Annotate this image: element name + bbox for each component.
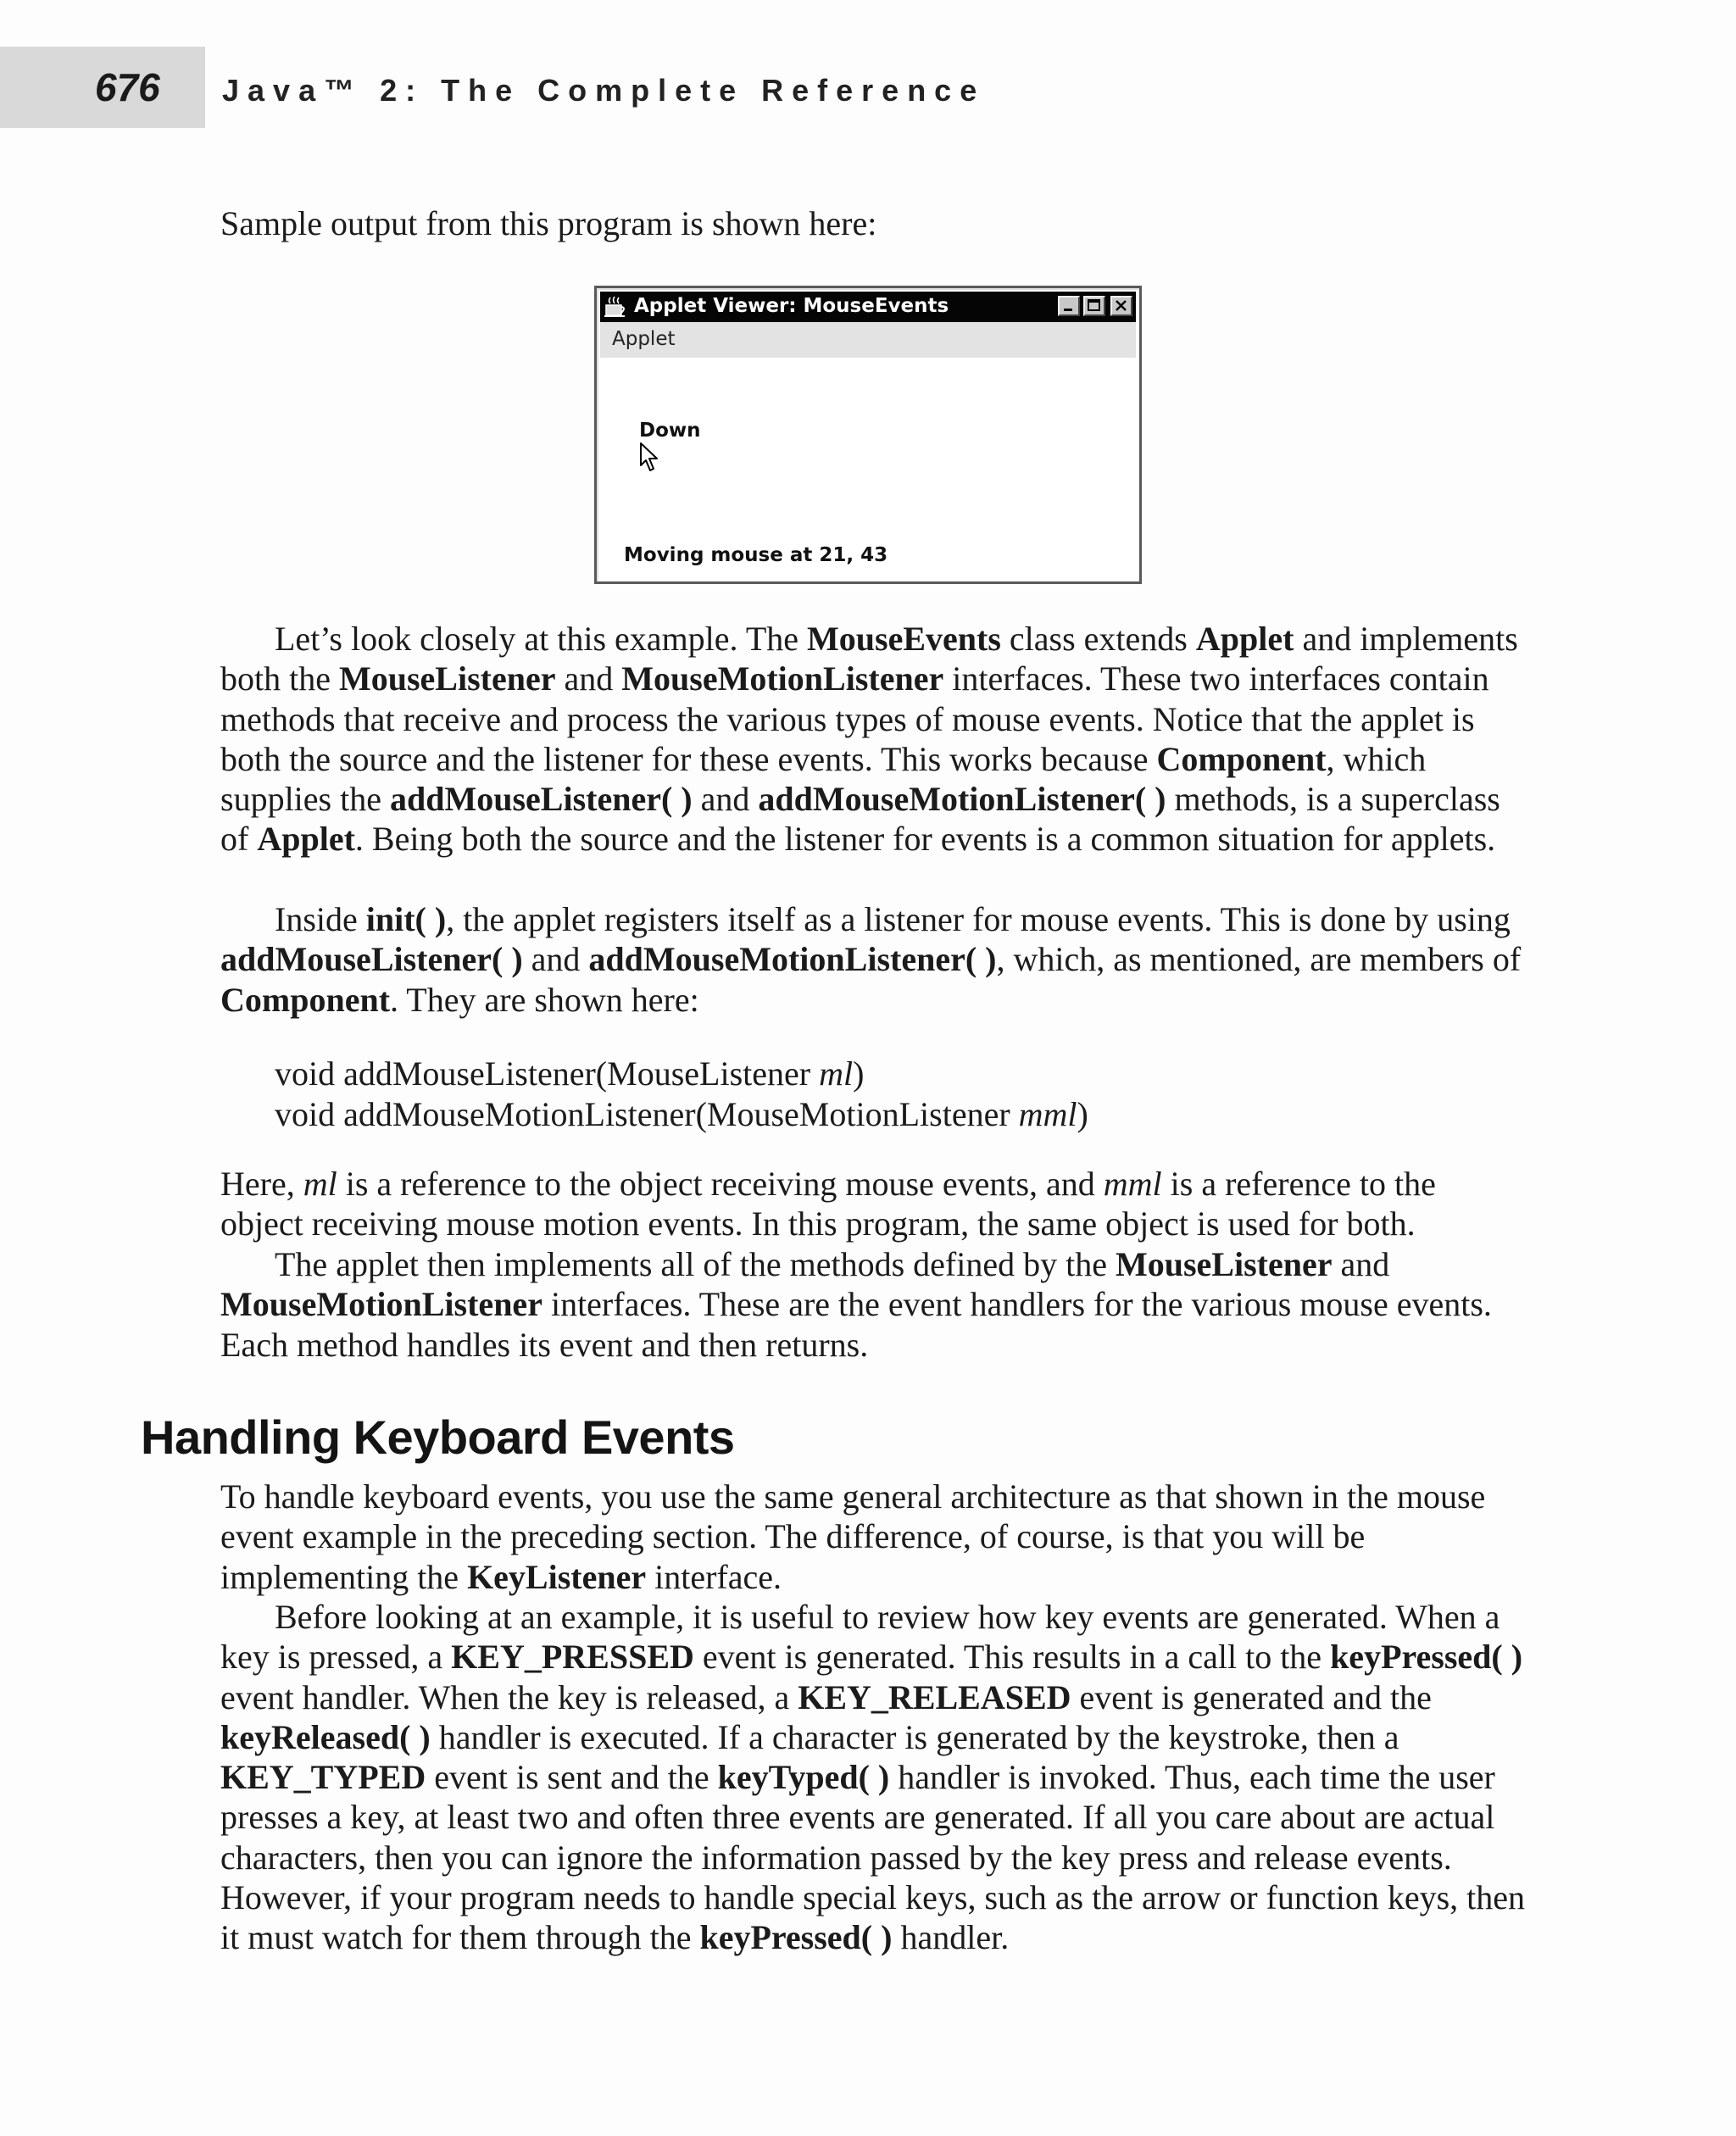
mouse-event-message: Down (639, 420, 701, 442)
signature-addmouselistener: void addMouseListener(MouseListener ml) (275, 1054, 865, 1093)
applet-status-line: Moving mouse at 21, 43 (624, 544, 888, 566)
signature-addmousemotionlistener: void addMouseMotionListener(MouseMotionListener mml) (275, 1094, 1088, 1133)
section-heading: Handling Keyboard Events (141, 1410, 735, 1464)
close-button[interactable] (1110, 296, 1132, 316)
applet-menu[interactable]: Applet (612, 328, 676, 350)
applet-title-bar (600, 292, 1136, 322)
running-title: Java™ 2: The Complete Reference (222, 73, 986, 108)
paragraph-parameters: Here, ml is a reference to the object receiving mouse events, and mml is a reference to the object receiving mouse motion events. In this program, the same object is used for both. (220, 1165, 1436, 1243)
mouse-pointer-icon (639, 442, 661, 478)
intro-line: Sample output from this program is shown here: (220, 204, 877, 242)
coffee-cup-icon (604, 295, 629, 319)
applet-window-title: Applet Viewer: MouseEvents (634, 295, 949, 317)
page-number: 676 (95, 65, 160, 109)
method-signatures (275, 1054, 1088, 1134)
maximize-button[interactable] (1083, 296, 1105, 316)
paragraph-mouseevents-explanation: Let’s look closely at this example. The MouseEvents class extends Applet and implements both the MouseListener and MouseMotionListener interfaces. These two interfaces contain methods that receive and process the various types of mouse events. Notice that the applet is both the source and the listener for these events. This works because Component, which supplies the addMouseListener( ) and addMouseMotionListener( ) methods, is a superclass of Applet. Being both the source and the listener for events is a common situation for applets. (220, 620, 1518, 859)
paragraph-key-event-generation: Before looking at an example, it is useful to review how key events are generated. When a key is pressed, a KEY_PRESSED event is generated. This results in a call to the keyPressed( ) event handler. When the key is released, a KEY_RELEASED event is generated and the keyReleased( ) handler is executed. If a character is generated by the keystroke, then a KEY_TYPED event is sent and the keyTyped( ) handler is invoked. Thus, each time the user presses a key, at least two and often three events are generated. If all you care about are actual characters, then you can ignore the information passed by the key press and release events. However, if your program needs to handle special keys, such as the arrow or function keys, then it must watch for them through the keyPressed( ) handler. (220, 1598, 1526, 1957)
paragraph-event-handlers: The applet then implements all of the methods defined by the MouseListener and MouseMotionListener interfaces. These are the event handlers for the various mouse events. Each method handles its event and then returns. (220, 1245, 1492, 1364)
applet-menu-bar (600, 322, 1136, 358)
paragraph-keyboard-intro: To handle keyboard events, you use the same general architecture as that shown in the mouse event example in the preceding section. The difference, of course, is that you will be implementing the KeyListener interface. (220, 1477, 1486, 1596)
applet-window-screenshot (594, 286, 1142, 584)
paragraph-init-registration: Inside init( ), the applet registers itself as a listener for mouse events. This is done by using addMouseListener( ) and addMouseMotionListener( ), which, as mentioned, are members of Component. They are shown here: (220, 900, 1522, 1019)
minimize-button[interactable] (1058, 296, 1080, 316)
